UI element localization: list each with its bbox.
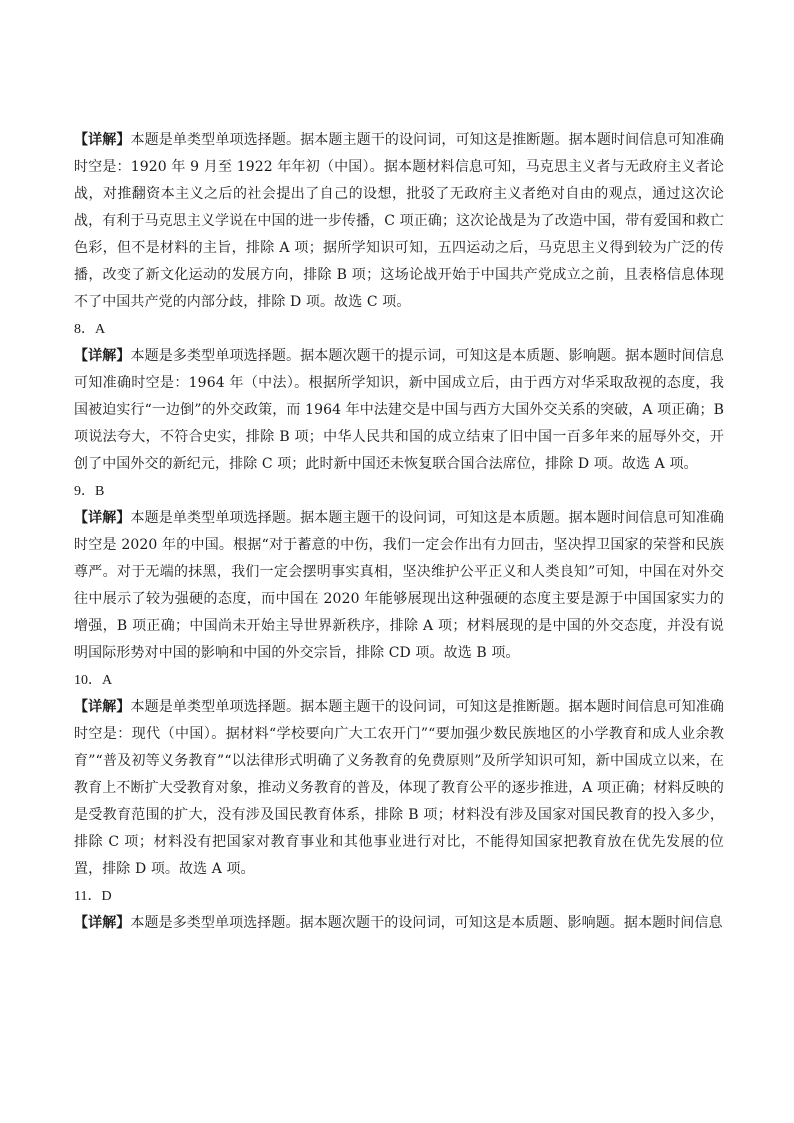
explanation-paragraph <box>74 910 724 937</box>
explanation-text: 本题是多类型单项选择题。据本题次题干的设问词，可知这是本质题、影响题。据本题时间信息 <box>130 915 723 931</box>
explanation-label: 【详解】 <box>74 699 131 715</box>
explanation-label: 【详解】 <box>74 915 131 931</box>
answer-number: 9．B <box>74 484 105 499</box>
explanation-text: 本题是单类型单项选择题。据本题主题干的设问词，可知这是推断题。据本题时间信息可知准确时空是：现代（中国）。据材料“学校要向广大工农开门”“要加强少数民族地区的小学教育和成人业余教育”“普及初等义务教育”“以法律形式明确了义务教育的免费原则”及所学知识可知，新中国成立以来，在教育上不断扩大受教育对象，推动义务教育的普及，体现了教育公平的逐步推进，A 项正确；材料反映的是受教育范围的扩大，没有涉及国民教育体系，排除 B 项；材料没有涉及国家对国民教育的投入多少，排除 C 项；材料没有把国家对教育事业和其他事业进行对比，不能得知国家把教育放在优先发展的位置，排除 D 项。故选 A 项。 <box>74 699 724 877</box>
answer-number: 10．A <box>74 673 113 688</box>
explanation-label: 【详解】 <box>74 348 131 364</box>
explanation-label: 【详解】 <box>74 132 131 148</box>
answer-number: 8．A <box>74 322 106 337</box>
document-content <box>74 127 724 937</box>
explanation-paragraph <box>74 127 724 316</box>
explanation-paragraph <box>74 343 724 478</box>
explanation-paragraph <box>74 694 724 883</box>
explanation-text: 本题是单类型单项选择题。据本题主题干的设问词，可知这是推断题。据本题时间信息可知准确时空是：1920 年 9 月至 1922 年年初（中国）。据本题材料信息可知，马克思主义者与无政府主义者论战，对推翻资本主义之后的社会提出了自己的设想，批驳了无政府主义者绝对自由的观点，通过这次论战，有利于马克思主义学说在中国的进一步传播，C 项正确；这次论战是为了改造中国，带有爱国和救亡色彩，但不是材料的主旨，排除 A 项；据所学知识可知，五四运动之后，马克思主义得到较为广泛的传播，改变了新文化运动的发展方向，排除 B 项；这场论战开始于中国共产党成立之前，且表格信息体现不了中国共产党的内部分歧，排除 D 项。故选 C 项。 <box>74 132 724 310</box>
explanation-text: 本题是单类型单项选择题。据本题主题干的设问词，可知这是本质题。据本题时间信息可知准确时空是 2020 年的中国。根据“对于蓄意的中伤，我们一定会作出有力回击，坚决捍卫国家的荣誉和民族尊严。对于无端的抹黑，我们一定会摆明事实真相，坚决维护公平正义和人类良知”可知，中国在对外交往中展示了较为强硬的态度，而中国在 2020 年能够展现出这种强硬的态度主要是源于中国国家实力的增强，B 项正确；中国尚未开始主导世界新秩序，排除 A 项；材料展现的是中国的外交态度，并没有说明国际形势对中国的影响和中国的外交宗旨，排除 CD 项。故选 B 项。 <box>74 510 724 661</box>
explanation-label: 【详解】 <box>74 510 131 526</box>
explanation-paragraph <box>74 505 724 667</box>
answer-number: 11．D <box>74 889 112 904</box>
explanation-text: 本题是多类型单项选择题。据本题次题干的提示词，可知这是本质题、影响题。据本题时间信息可知准确时空是：1964 年（中法）。根据所学知识，新中国成立后，由于西方对华采取敌视的态度，我国被迫实行“一边倒”的外交政策，而 1964 年中法建交是中国与西方大国外交关系的突破，A 项正确；B 项说法夸大，不符合史实，排除 B 项；中华人民共和国的成立结束了旧中国一百多年来的屈辱外交，开创了中国外交的新纪元，排除 C 项；此时新中国还未恢复联合国合法席位，排除 D 项。故选 A 项。 <box>74 348 724 472</box>
